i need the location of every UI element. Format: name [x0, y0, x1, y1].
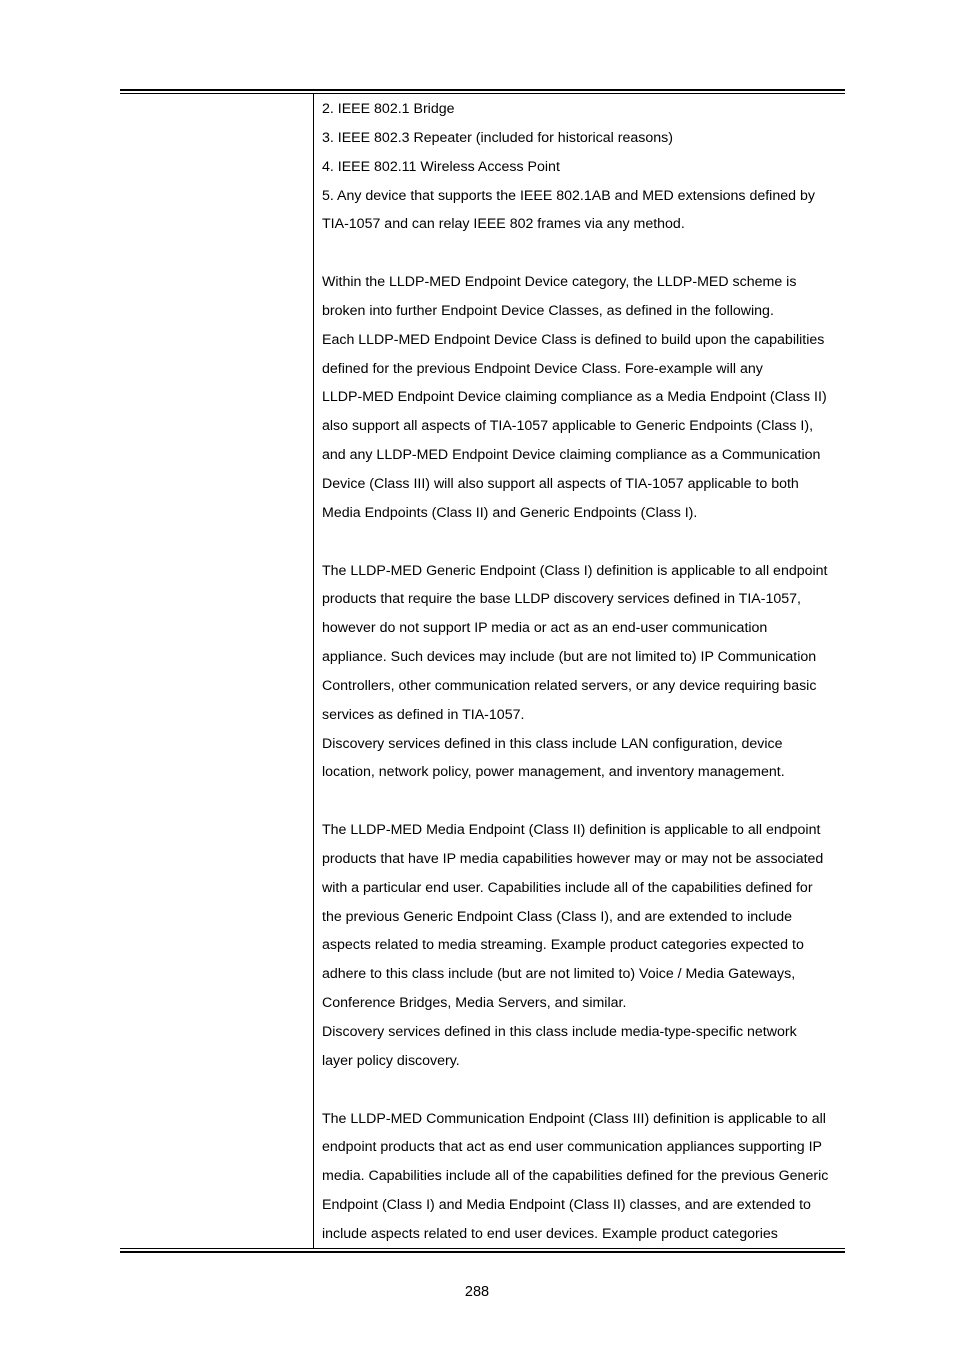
text-line: aspects related to media streaming. Example product categories expected to — [322, 937, 804, 954]
text-line: Controllers, other communication related servers, or any device requiring basic — [322, 677, 817, 694]
text-line: also support all aspects of TIA-1057 applicable to Generic Endpoints (Class I), — [322, 418, 814, 435]
text-line: with a particular end user. Capabilities include all of the capabilities defined for — [322, 879, 813, 896]
paragraph-spacer — [322, 239, 842, 268]
text-line: The LLDP-MED Media Endpoint (Class II) definition is applicable to all endpoint — [322, 822, 821, 839]
document-table — [120, 89, 845, 1253]
text-line: The LLDP-MED Generic Endpoint (Class I) definition is applicable to all endpoint — [322, 562, 828, 579]
text-line: products that require the base LLDP discovery services defined in TIA-1057, — [322, 591, 801, 608]
text-line: 4. IEEE 802.11 Wireless Access Point — [322, 158, 560, 175]
text-line: the previous Generic Endpoint Class (Class I), and are extended to include — [322, 908, 793, 925]
text-line: 3. IEEE 802.3 Repeater (included for historical reasons) — [322, 129, 673, 146]
text-line: Endpoint (Class I) and Media Endpoint (Class II) classes, and are extended to — [322, 1197, 811, 1214]
text-line: Within the LLDP-MED Endpoint Device category, the LLDP-MED scheme is — [322, 274, 797, 291]
paragraph-spacer — [322, 787, 842, 816]
text-line: Conference Bridges, Media Servers, and similar. — [322, 995, 627, 1012]
text-line: layer policy discovery. — [322, 1052, 460, 1069]
text-line: adhere to this class include (but are not limited to) Voice / Media Gateways, — [322, 966, 796, 983]
table-column-divider — [313, 93, 314, 1248]
table-left-cell — [120, 94, 313, 1248]
text-line: Each LLDP-MED Endpoint Device Class is defined to build upon the capabilities — [322, 331, 825, 348]
text-line: The LLDP-MED Communication Endpoint (Class III) definition is applicable to all — [322, 1110, 826, 1127]
text-line: however do not support IP media or act as an end-user communication — [322, 620, 768, 637]
text-line: 5. Any device that supports the IEEE 802.1AB and MED extensions defined by — [322, 187, 815, 204]
text-line: 2. IEEE 802.1 Bridge — [322, 101, 455, 117]
text-line: Discovery services defined in this class include media-type-specific network — [322, 1024, 797, 1040]
text-line: Device (Class III) will also support all aspects of TIA-1057 applicable to both — [322, 475, 799, 492]
text-line: LLDP-MED Endpoint Device claiming compliance as a Media Endpoint (Class II) — [322, 389, 827, 406]
text-line: defined for the previous Endpoint Device Class. Fore-example will any — [322, 360, 763, 377]
page-number: 288 — [464, 1284, 490, 1300]
table-content-cell — [322, 95, 842, 1249]
paragraph-spacer — [322, 1076, 842, 1105]
text-line: TIA-1057 and can relay IEEE 802 frames via any method. — [322, 216, 685, 233]
text-line: media. Capabilities include all of the capabilities defined for the previous Generic — [322, 1168, 829, 1185]
text-line: and any LLDP-MED Endpoint Device claiming compliance as a Communication — [322, 447, 821, 464]
text-line: location, network policy, power management, and inventory management. — [322, 764, 785, 781]
text-line: services as defined in TIA-1057. — [322, 706, 525, 723]
text-line: endpoint products that act as end user communication appliances supporting IP — [322, 1139, 823, 1156]
paragraph-spacer — [322, 528, 842, 557]
text-line: appliance. Such devices may include (but are not limited to) IP Communication — [322, 649, 817, 666]
text-line: include aspects related to end user devices. Example product categories — [322, 1225, 778, 1242]
text-line: Media Endpoints (Class II) and Generic Endpoints (Class I). — [322, 504, 698, 521]
text-line: broken into further Endpoint Device Classes, as defined in the following. — [322, 302, 774, 319]
table-bottom-rule — [120, 1248, 845, 1253]
text-line: Discovery services defined in this class include LAN configuration, device — [322, 735, 783, 752]
text-line: products that have IP media capabilities however may or may not be associated — [322, 850, 824, 867]
